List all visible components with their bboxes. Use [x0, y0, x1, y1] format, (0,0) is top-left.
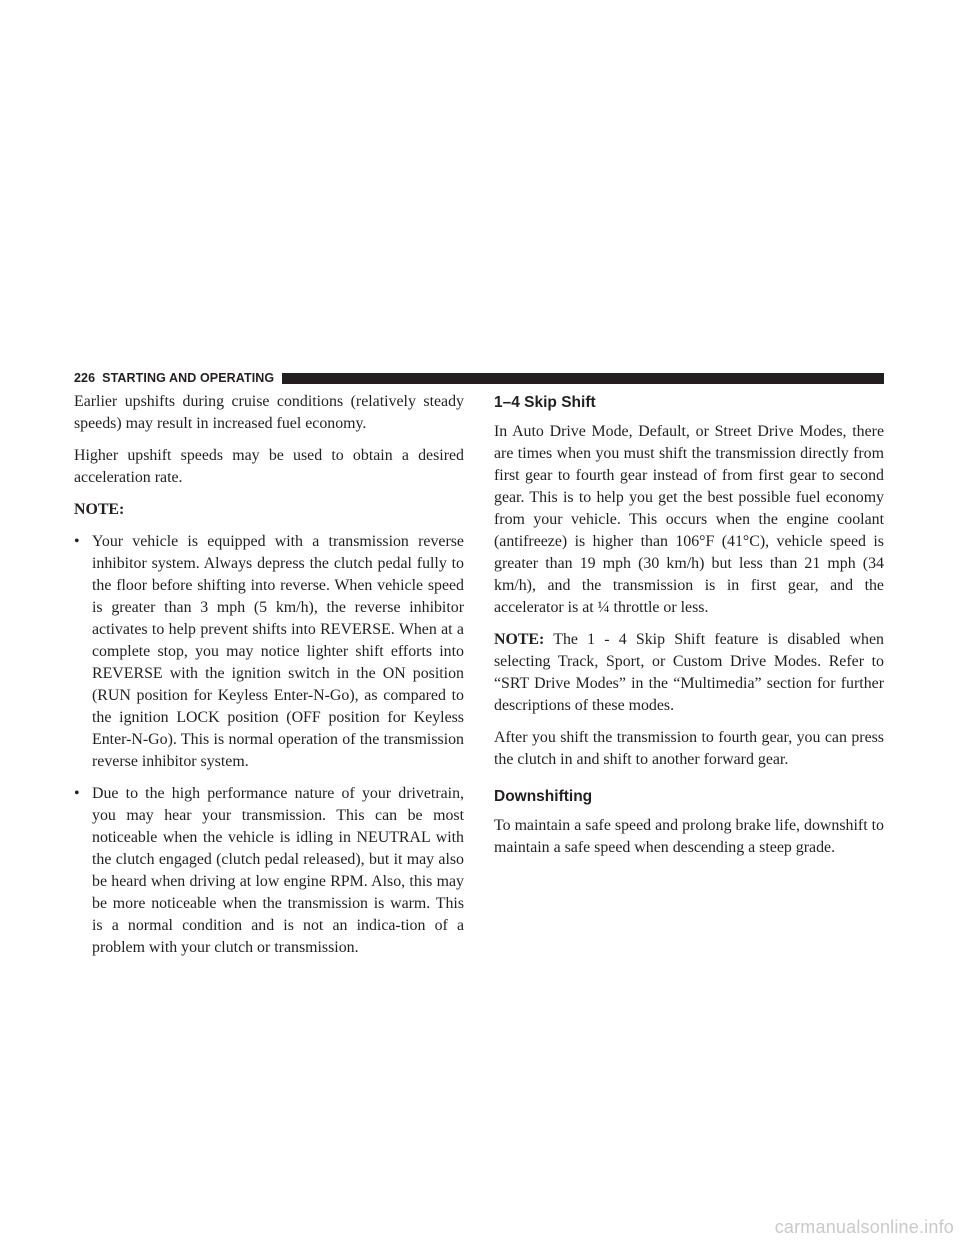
list-item — [74, 531, 464, 773]
note-label: NOTE: — [494, 631, 545, 648]
header-rule — [282, 373, 884, 384]
bullet-text: Due to the high performance nature of your drivetrain, you may hear your transmission. This can be most noticeable when the vehicle is idling in NEUTRAL with the clutch engaged (clutch pedal released), but it may also be heard when driving at low engine RPM. Also, this may be more noticeable when the transmission is warm. This is a normal condition and is not an indica-tion of a problem with your clutch or transmission. — [92, 785, 464, 956]
page-header — [74, 369, 884, 387]
paragraph-cruise-upshifts: Earlier upshifts during cruise conditions (relatively steady speeds) may result in increased fuel economy. — [74, 393, 464, 432]
note-bullet-list — [74, 531, 464, 959]
heading-skip-shift: 1–4 Skip Shift — [494, 394, 596, 411]
watermark: carmanualsonline.info — [774, 1217, 954, 1237]
section-title: STARTING AND OPERATING — [102, 371, 275, 385]
right-column — [494, 391, 884, 869]
bullet-icon: • — [74, 533, 80, 550]
list-item — [74, 783, 464, 959]
bullet-icon: • — [74, 785, 80, 802]
paragraph-higher-upshift: Higher upshift speeds may be used to obtain a desired acceleration rate. — [74, 447, 464, 486]
page-number: 226 — [74, 371, 96, 385]
paragraph-downshifting: To maintain a safe speed and prolong brake life, downshift to maintain a safe speed when descending a steep grade. — [494, 817, 884, 856]
note-label: NOTE: — [74, 501, 125, 518]
paragraph-skip-shift: In Auto Drive Mode, Default, or Street Drive Modes, there are times when you must shift the transmission directly from first gear to fourth gear instead of from first gear to second gear. This is to help you get the best possible fuel economy from your vehicle. This occurs when the engine coolant (antifreeze) is higher than 106°F (41°C), vehicle speed is greater than 19 mph (30 km/h) but less than 21 mph (34 km/h), and the transmission is in first gear, and the accelerator is at ¼ throttle or less. — [494, 423, 884, 616]
paragraph-fourth-gear: After you shift the transmission to fourth gear, you can press the clutch in and shift to another forward gear. — [494, 729, 884, 768]
note-paragraph — [494, 629, 884, 717]
bullet-text: Your vehicle is equipped with a transmission reverse inhibitor system. Always depress the clutch pedal fully to the floor before shifting into reverse. When vehicle speed is greater than 3 mph (5 km/h), the reverse inhibitor activates to help prevent shifts into REVERSE. When at a complete stop, you may notice lighter shift efforts into REVERSE with the ignition switch in the ON position (RUN position for Keyless Enter-N-Go), as compared to the ignition LOCK position (OFF position for Keyless Enter-N-Go). This is normal operation of the transmission reverse inhibitor system. — [92, 533, 464, 770]
note-text: The 1 - 4 Skip Shift feature is disabled when selecting Track, Sport, or Custom Drive Modes. Refer to “SRT Drive Modes” in the “Multimedia” section for further descriptions of these modes. — [494, 631, 884, 714]
heading-downshifting: Downshifting — [494, 788, 593, 805]
left-column — [74, 391, 464, 969]
